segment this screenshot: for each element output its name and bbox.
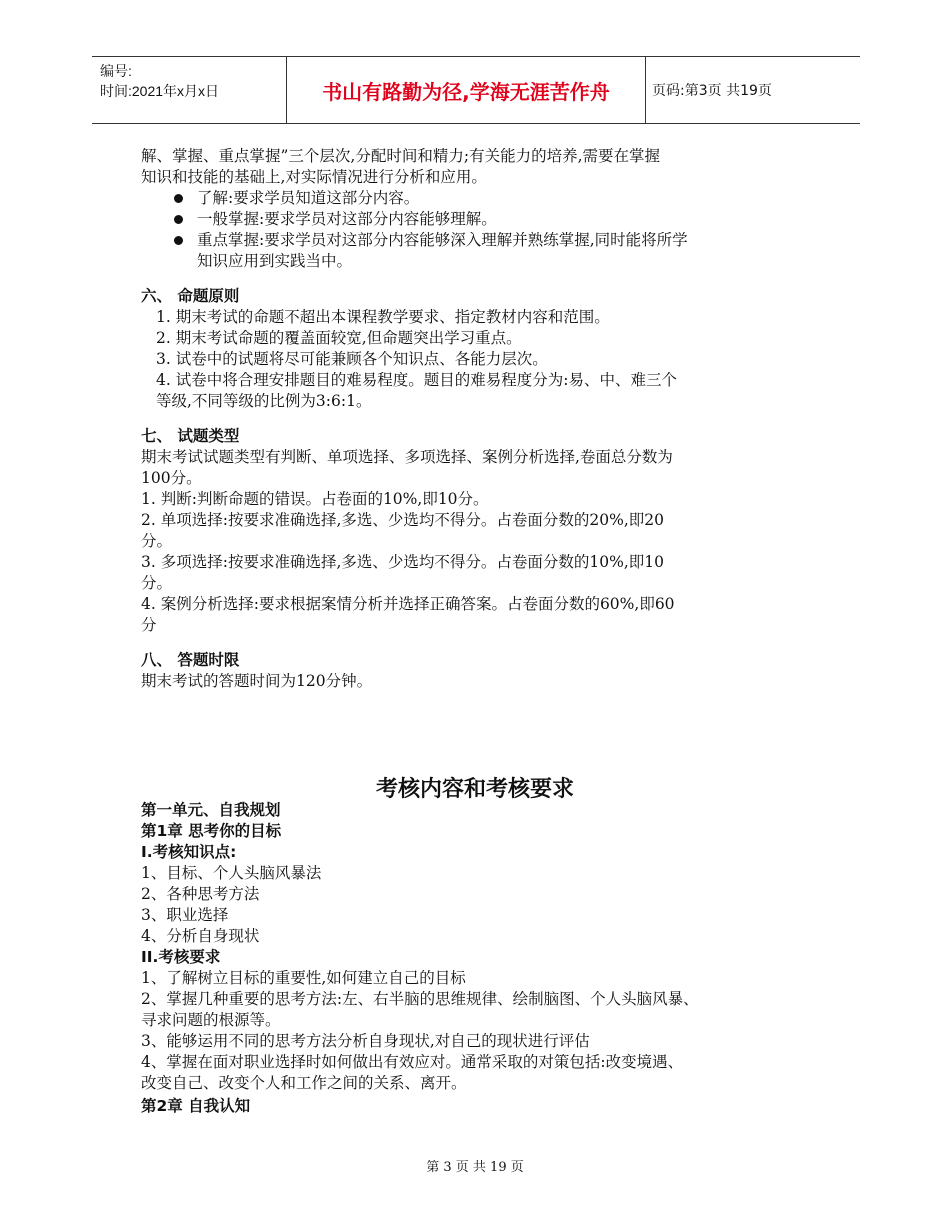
- bullet-icon: [174, 194, 183, 203]
- time-label: 时间:2021年x月x日: [100, 83, 220, 99]
- bullet-icon: [174, 236, 183, 245]
- requirement-4: 4、掌握在面对职业选择时如何做出有效应对。通常采取的对策包括:改变境遇、: [141, 1053, 684, 1071]
- requirement-4-cont: 改变自己、改变个人和工作之间的关系、离开。: [141, 1074, 467, 1092]
- section-heading-8: 八、 答题时限: [141, 651, 240, 669]
- requirements-heading: II.考核要求: [141, 948, 221, 966]
- knowledge-point-3: 3、职业选择: [141, 906, 229, 924]
- bullet-key-master: 重点掌握:要求学员对这部分内容能够深入理解并熟练掌握,同时能将所学: [197, 231, 688, 249]
- knowledge-points-heading: I.考核知识点:: [141, 843, 237, 861]
- section-heading-6: 六、 命题原则: [141, 287, 240, 305]
- chapter-2-heading: 第2章 自我认知: [141, 1097, 251, 1115]
- requirement-3: 3、能够运用不同的思考方法分析自身现状,对自己的现状进行评估: [141, 1032, 590, 1050]
- type-2-cont: 分。: [141, 532, 173, 550]
- page-header: [92, 56, 860, 124]
- number-label: 编号:: [100, 63, 132, 79]
- principle-4: 4. 试卷中将合理安排题目的难易程度。题目的难易程度分为:易、中、难三个: [156, 371, 677, 389]
- intro-line-2: 知识和技能的基础上,对实际情况进行分析和应用。: [141, 168, 487, 186]
- type-3: 3. 多项选择:按要求准确选择,多选、少选均不得分。占卷面分数的10%,即10: [141, 553, 664, 571]
- intro-line-1: 解、掌握、重点掌握”三个层次,分配时间和精力;有关能力的培养,需要在掌握: [141, 147, 661, 165]
- principle-4-cont: 等级,不同等级的比例为3:6:1。: [156, 392, 372, 410]
- bullet-general-master: 一般掌握:要求学员对这部分内容能够理解。: [197, 210, 497, 228]
- bullet-icon: [174, 215, 183, 224]
- principle-2: 2. 期末考试命题的覆盖面较宽,但命题突出学习重点。: [156, 329, 522, 347]
- bullet-understand: 了解:要求学员知道这部分内容。: [197, 189, 420, 207]
- type-4: 4. 案例分析选择:要求根据案情分析并选择正确答案。占卷面分数的60%,即60: [141, 595, 675, 613]
- types-intro-cont: 100分。: [141, 469, 202, 487]
- header-meta: [92, 57, 286, 123]
- bullet-key-master-cont: 知识应用到实践当中。: [197, 252, 353, 270]
- section-heading-7: 七、 试题类型: [141, 427, 240, 445]
- chapter-1-heading: 第1章 思考你的目标: [141, 822, 282, 840]
- requirement-1: 1、了解树立目标的重要性,如何建立自己的目标: [141, 969, 466, 987]
- page-title: 考核内容和考核要求: [375, 777, 574, 802]
- time-limit: 期末考试的答题时间为120分钟。: [141, 672, 373, 690]
- knowledge-point-2: 2、各种思考方法: [141, 885, 260, 903]
- type-4-cont: 分: [141, 616, 157, 634]
- requirement-2: 2、掌握几种重要的思考方法:左、右半脑的思维规律、绘制脑图、个人头脑风暴、: [141, 990, 699, 1008]
- types-intro: 期末考试试题类型有判断、单项选择、多项选择、案例分析选择,卷面总分数为: [141, 448, 673, 466]
- header-page-number: 页码:第3页 共19页: [652, 83, 772, 99]
- principle-3: 3. 试卷中的试题将尽可能兼顾各个知识点、各能力层次。: [156, 350, 548, 368]
- requirement-2-cont: 寻求问题的根源等。: [141, 1011, 281, 1029]
- knowledge-point-4: 4、分析自身现状: [141, 927, 260, 945]
- unit-heading: 第一单元、自我规划: [141, 801, 281, 819]
- page-footer: 第 3 页 共 19 页: [426, 1160, 524, 1175]
- knowledge-point-1: 1、目标、个人头脑风暴法: [141, 864, 322, 882]
- type-1: 1. 判断:判断命题的错误。占卷面的10%,即10分。: [141, 490, 489, 508]
- type-2: 2. 单项选择:按要求准确选择,多选、少选均不得分。占卷面分数的20%,即20: [141, 511, 664, 529]
- principle-1: 1. 期末考试的命题不超出本课程教学要求、指定教材内容和范围。: [156, 308, 610, 326]
- type-3-cont: 分。: [141, 574, 173, 592]
- header-slogan: 书山有路勤为径,学海无涯苦作舟: [286, 57, 646, 123]
